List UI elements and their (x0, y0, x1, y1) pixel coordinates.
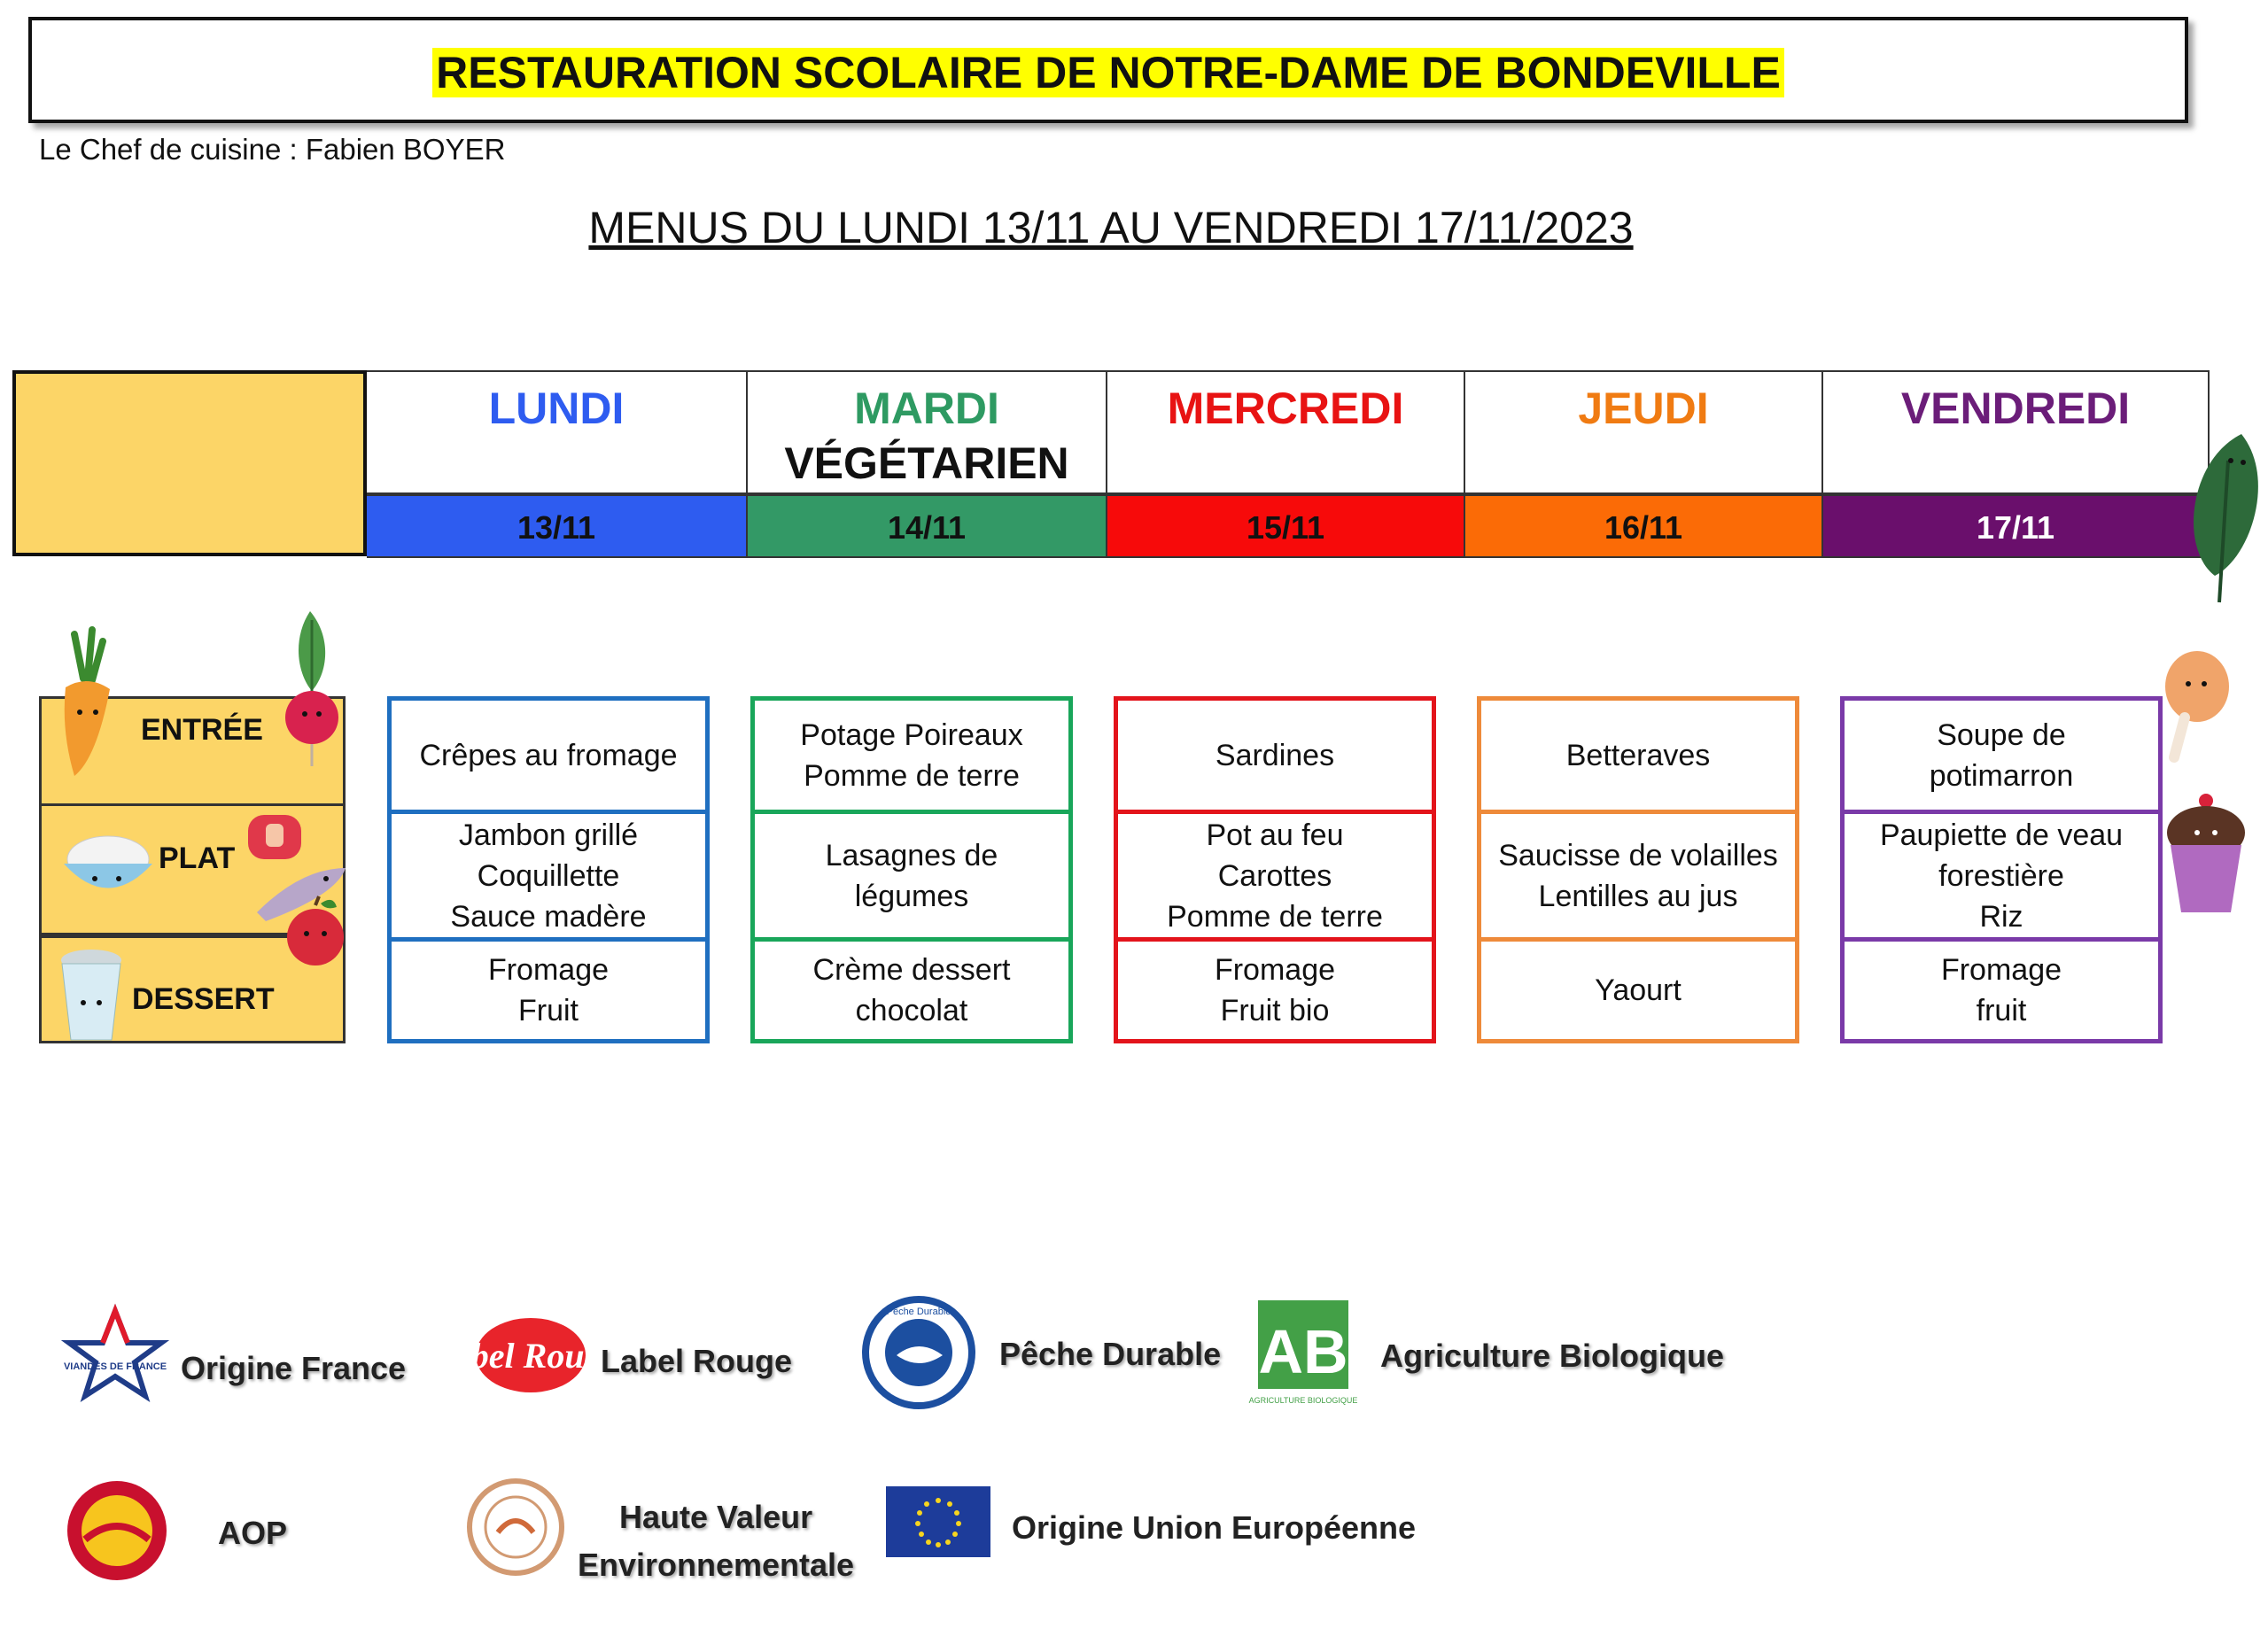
menu-line: Fromage (487, 953, 610, 987)
title-banner (28, 17, 2188, 123)
menu-line: Sardines (1215, 738, 1335, 772)
day-name: LUNDI (488, 384, 625, 433)
menu-entree (392, 701, 705, 810)
menu-line: Crêpes au fromage (419, 738, 678, 772)
chef-credit: Le Chef de cuisine : Fabien BOYER (39, 133, 506, 166)
menu-column-lundi (387, 696, 710, 1043)
label-aop: AOP (218, 1515, 288, 1551)
aop-logo-icon (64, 1477, 170, 1584)
menu-line: Fruit (518, 994, 579, 1028)
menu-line: Sauce madère (450, 899, 647, 934)
menu-column-jeudi (1477, 696, 1799, 1043)
page-title: RESTAURATION SCOLAIRE DE NOTRE-DAME DE BONDEVILLE (432, 48, 1784, 97)
menu-line: Carottes (1217, 858, 1332, 893)
yogurt-icon (51, 941, 131, 1047)
menu-line: Paupiette de veau (1879, 818, 2124, 852)
logo-text: AGRICULTURE BIOLOGIQUE (1248, 1396, 1358, 1405)
logo-text: label Rouge (443, 1336, 618, 1376)
menu-line: Fromage (1214, 953, 1336, 987)
day-name: MARDI (854, 384, 999, 433)
row-label-text: ENTRÉE (141, 713, 263, 747)
label-peche-durable: Pêche Durable (999, 1336, 1222, 1372)
label-label-rouge: Label Rouge (601, 1343, 793, 1379)
menu-plat (1118, 814, 1432, 937)
day-date-mardi: 14/11 (748, 494, 1107, 558)
menu-line: Potage Poireaux (800, 717, 1023, 752)
menu-line: chocolat (855, 994, 968, 1028)
day-header-lundi (367, 370, 748, 494)
carrot-icon (48, 625, 119, 785)
label-agriculture-biologique: Agriculture Biologique (1380, 1338, 1725, 1374)
menu-entree (1481, 701, 1795, 810)
apple-icon (280, 895, 351, 974)
logo-text: VIANDES DE FRANCE (63, 1361, 167, 1372)
menu-plat (392, 814, 705, 937)
menu-plat (1481, 814, 1795, 937)
menu-line: Yaourt (1595, 973, 1682, 1007)
corner-cell (12, 370, 367, 556)
menu-line: Fruit bio (1220, 994, 1330, 1028)
menu-line: Saucisse de volailles (1498, 838, 1778, 872)
menu-dessert (392, 942, 705, 1039)
logo-text: AB (1258, 1317, 1348, 1386)
chicken-leg-icon (2153, 647, 2233, 771)
spinach-leaf-icon (2179, 425, 2268, 620)
eu-flag-icon (886, 1486, 990, 1557)
logo-text: Pêche Durable (886, 1307, 951, 1317)
menu-line: potimarron (1929, 758, 2074, 793)
day-date-jeudi: 16/11 (1465, 494, 1823, 558)
menu-heading: MENUS DU LUNDI 13/11 AU VENDREDI 17/11/2023 (588, 203, 1634, 252)
menu-line: légumes (854, 879, 969, 913)
menu-entree (755, 701, 1068, 810)
rice-bowl-icon (55, 824, 161, 903)
menu-line: Lasagnes de (825, 838, 998, 872)
row-label-text: PLAT (159, 841, 236, 875)
label-hve-line: Haute Valeur (619, 1499, 813, 1535)
radish-icon (275, 602, 354, 771)
menu-entree (1118, 701, 1432, 810)
menu-dessert (1845, 942, 2158, 1039)
label-origine-france: Origine France (181, 1350, 407, 1386)
menu-line: fruit (1976, 994, 2027, 1028)
menu-column-mardi (750, 696, 1073, 1043)
menu-line: Riz (1979, 899, 2023, 934)
day-name: MERCREDI (1167, 384, 1404, 433)
hve-logo-icon (462, 1477, 569, 1578)
label-rouge-logo-icon (443, 1313, 618, 1398)
label-origine-ue: Origine Union Européenne (1012, 1509, 1417, 1546)
label-hve-line: Environnementale (578, 1547, 855, 1583)
menu-column-vendredi (1840, 696, 2163, 1043)
viandes-de-france-logo-icon (62, 1307, 168, 1405)
menu-plat (755, 814, 1068, 937)
label-hve (578, 1493, 854, 1589)
menu-column-mercredi (1114, 696, 1436, 1043)
menu-line: Betteraves (1565, 738, 1711, 772)
day-subtitle: VÉGÉTARIEN (784, 438, 1069, 488)
menu-plat (1845, 814, 2158, 937)
peche-durable-logo-icon (861, 1295, 976, 1410)
day-date-mercredi: 15/11 (1107, 494, 1465, 558)
day-date-lundi: 13/11 (367, 494, 748, 558)
menu-line: Crème dessert (812, 953, 1011, 987)
menu-line: Pomme de terre (1167, 899, 1383, 934)
day-header-mardi (748, 370, 1107, 494)
day-date-vendredi: 17/11 (1823, 494, 2210, 558)
day-header-mercredi (1107, 370, 1465, 494)
menu-entree (1845, 701, 2158, 810)
day-name: VENDREDI (1900, 384, 2131, 433)
day-header-jeudi (1465, 370, 1823, 494)
agriculture-bio-logo-icon (1248, 1299, 1358, 1414)
menu-line: forestière (1938, 858, 2064, 893)
menu-line: Jambon grillé (458, 818, 639, 852)
day-name: JEUDI (1578, 384, 1709, 433)
menu-line: Lentilles au jus (1538, 879, 1738, 913)
menu-line: Pot au feu (1206, 818, 1344, 852)
menu-dessert (1118, 942, 1432, 1039)
day-header-vendredi (1823, 370, 2210, 494)
cupcake-icon (2162, 788, 2250, 921)
menu-line: Soupe de (1937, 717, 2066, 752)
menu-line: Pomme de terre (804, 758, 1020, 793)
row-label-text: DESSERT (132, 982, 275, 1016)
menu-dessert (755, 942, 1068, 1039)
menu-dessert (1481, 942, 1795, 1039)
menu-line: Fromage (1940, 953, 2062, 987)
menu-line: Coquillette (477, 858, 620, 893)
